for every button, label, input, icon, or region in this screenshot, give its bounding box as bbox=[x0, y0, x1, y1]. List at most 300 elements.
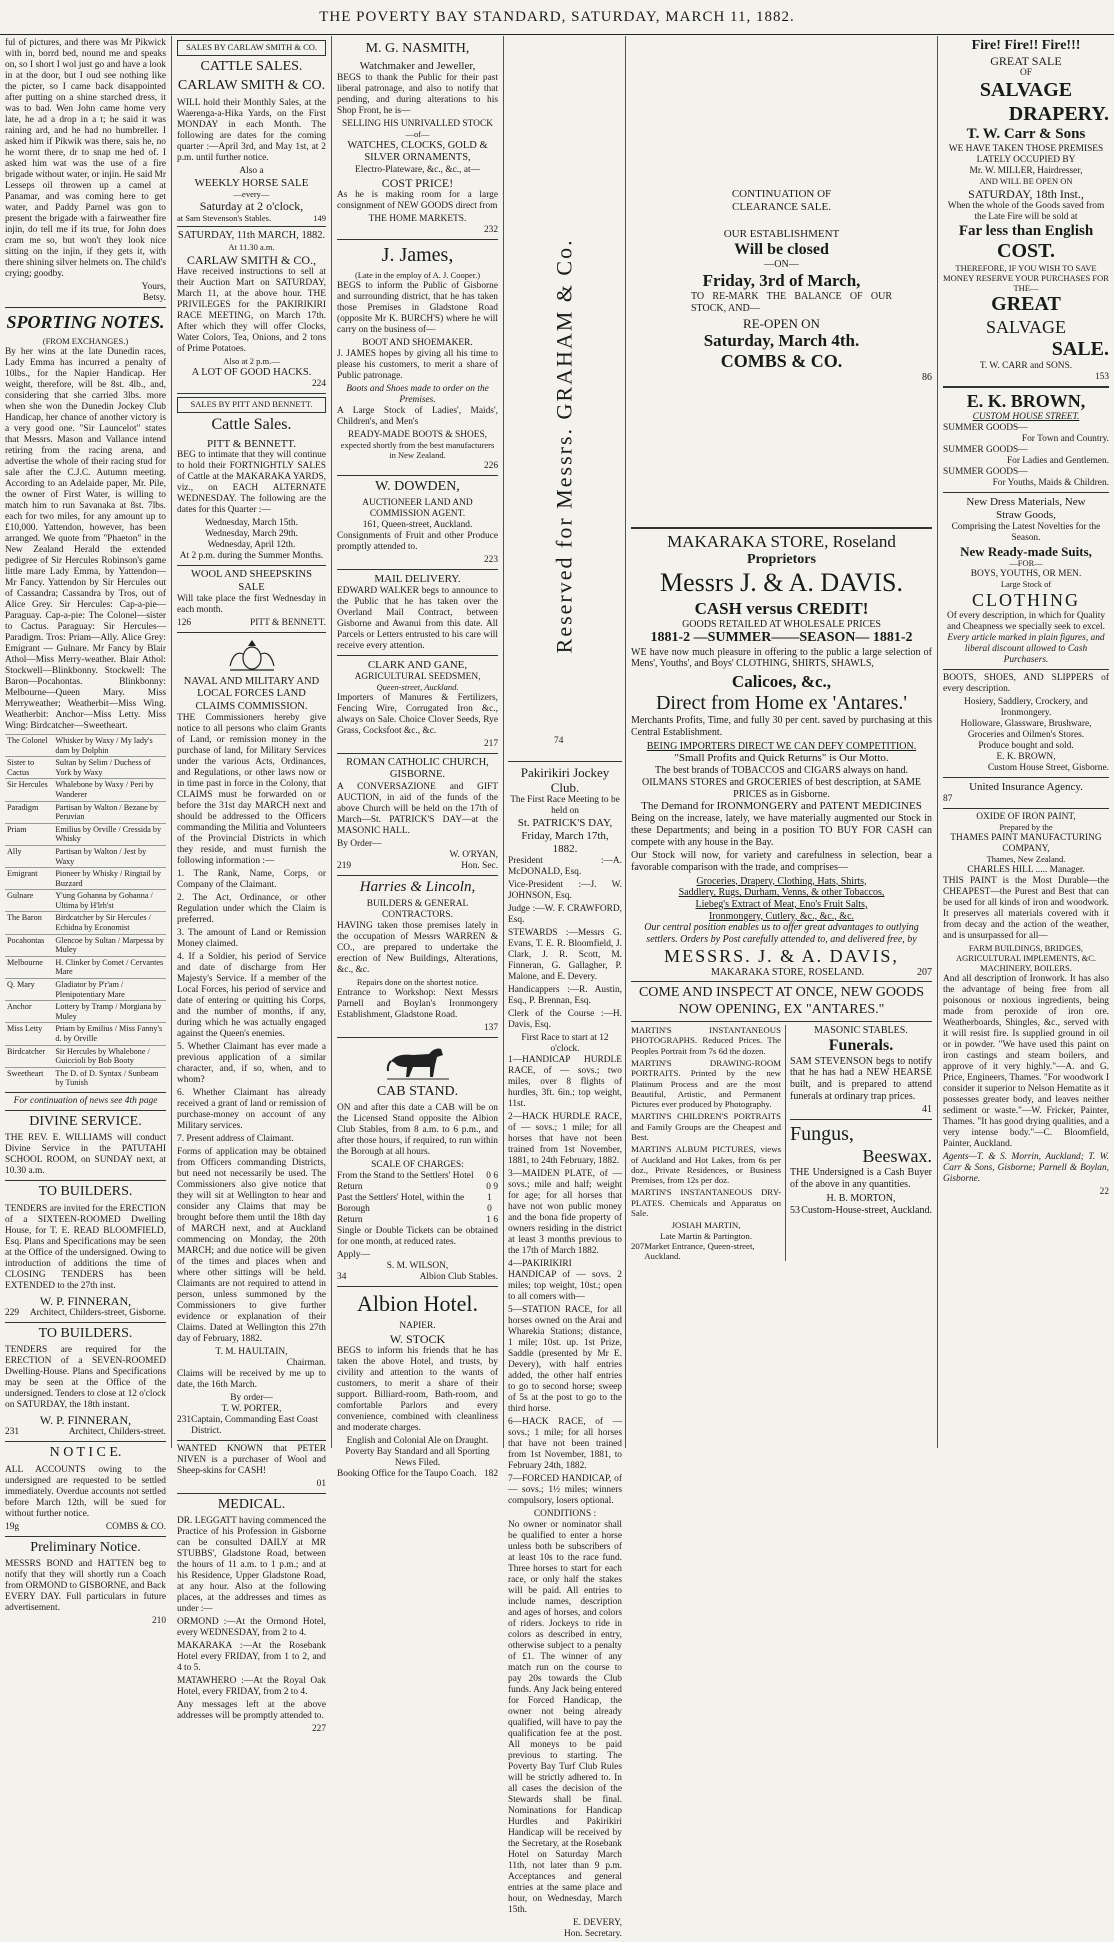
wool-title: WOOL AND SHEEPSKINS SALE bbox=[191, 569, 312, 593]
table-row: Emigrant Pioneer by Whisky / Ringtail by Buzzard bbox=[5, 868, 166, 890]
weekly-horse-sale: WEEKLY HORSE SALE bbox=[194, 176, 309, 189]
ready-made: New Ready-made Suits, bbox=[960, 544, 1092, 560]
apply-label: Apply— bbox=[337, 1250, 370, 1261]
makaraka2: MAKARAKA STORE, ROSELAND. bbox=[711, 966, 865, 978]
thames-company: THAMES PAINT MANUFACTURING COMPANY, bbox=[950, 832, 1102, 854]
boys-label: BOYS, YOUTHS, OR MEN. bbox=[970, 569, 1082, 580]
table-row: Gulnare Y'ung Gohanna by Gohanna / Ultima by H'lrh'st bbox=[5, 890, 166, 912]
poverty-note: Poverty Bay Standard and all Sporting News Filed. bbox=[345, 1447, 490, 1469]
naval-title: NAVAL AND MILITARY AND LOCAL FORCES LAND CLAIMS COMMISSION. bbox=[183, 676, 320, 712]
harries-sub: BUILDERS & GENERAL CONTRACTORS. bbox=[366, 899, 469, 921]
sporting-title: SPORTING NOTES. bbox=[6, 312, 165, 332]
list-item: 1—HANDICAP HURDLE RACE, of — sovs.; two miles, over 8 flights of hurdles, 3ft. 6in.; top weight, 11st. bbox=[508, 1054, 622, 1109]
ad-number: 231 bbox=[5, 1427, 20, 1438]
column-1 bbox=[0, 36, 172, 1626]
goods-label: GOODS RETAILED AT WHOLESALE PRICES bbox=[682, 618, 881, 630]
brown2-name: E. K. BROWN, bbox=[996, 752, 1056, 763]
list-item: MARTIN'S INSTANTANEOUS DRY-PLATES. Chemicals and Apparatus on Sale. bbox=[631, 1187, 781, 1218]
ad-number: 137 bbox=[483, 1023, 498, 1034]
table-row: Priam Emilius by Orville / Cressida by Whisky bbox=[5, 823, 166, 845]
list-item: SUMMER GOODS— For Youths, Maids & Children. bbox=[943, 467, 1109, 489]
fire-title: Fire! Fire!! Fire!!! bbox=[971, 38, 1081, 53]
builders2-sign: W. P. FINNERAN, bbox=[39, 1413, 132, 1428]
list-item: Wednesday, April 12th. bbox=[207, 540, 296, 551]
table-row: The Colonel Whisker by Waxy / My lady's dam by Dolphin bbox=[5, 734, 166, 756]
chairman-label: Chairman. bbox=[286, 1357, 326, 1368]
list-item: Groceries, Drapery, Clothing, Hats, Shirts, bbox=[696, 875, 867, 887]
davis-text: WE have now much pleasure in offering to the public a large selection of Mens', Youths', and Boys' CLOTHING, SHIRTS, SHAWLS, bbox=[631, 646, 932, 670]
demand-label: The Demand for IRONMONGERY and PATENT MEDICINES bbox=[641, 800, 922, 813]
for-label: —FOR— bbox=[1009, 558, 1043, 569]
saturday-label: Saturday at 2 o'clock, bbox=[199, 199, 304, 214]
ryan-sign: W. O'RYAN, bbox=[449, 849, 498, 860]
race-start: First Race to start at 12 o'clock. bbox=[521, 1032, 609, 1054]
wilson-sign: S. M. WILSON, bbox=[386, 1261, 449, 1272]
repairs-label: Repairs done on the shortest notice. bbox=[356, 977, 479, 988]
rc-text: A CONVERSAZIONE and GIFT AUCTION, in aid of the funds of the above Church will be held on the 17th of March—St. PATRICK'S DAY—at the MASONIC HALL. bbox=[337, 781, 498, 836]
list-item: 5. Whether Claimant has ever made a previous application of a similar character, and, if so, when, and to whom? bbox=[177, 1041, 326, 1085]
carlaw-name-2: CARLAW SMITH & CO., bbox=[186, 252, 317, 267]
every-article: Every article marked in plain figures, and liberal discount allowed to Cash Purchasers. bbox=[947, 633, 1105, 666]
cash-credit: CASH versus CREDIT! bbox=[694, 598, 869, 618]
clothing-label: CLOTHING bbox=[972, 590, 1080, 611]
miller-label: Mr. W. MILLER, Hairdresser, bbox=[969, 165, 1083, 176]
notice-sign: COMBS & CO. bbox=[105, 1521, 166, 1532]
comprising-text: Comprising the Latest Novelties for the Season. bbox=[951, 522, 1101, 544]
farm-label: FARM BUILDINGS, BRIDGES, AGRICULTURAL IMPLEMENTS, &C. MACHINERY, BOILERS. bbox=[955, 942, 1097, 973]
letter-sign: Betsy. bbox=[142, 293, 166, 303]
james-sub: (Late in the employ of A. J. Cooper.) bbox=[354, 270, 481, 281]
produce-text: Produce bought and sold. bbox=[978, 741, 1074, 752]
list-item: Return 1 6 bbox=[337, 1215, 498, 1226]
table-row: Ally Partisan by Walton / Jest by Waxy bbox=[5, 845, 166, 867]
on-label: —ON— bbox=[764, 259, 799, 271]
boots-text: BOOTS, SHOES, AND SLIPPERS of every description. bbox=[943, 673, 1109, 695]
list-item: MARTIN'S CHILDREN'S PORTRAITS and Family Groups are the Cheapest and Best. bbox=[631, 1111, 781, 1142]
list-item: President :—A. McDONALD, Esq. bbox=[508, 855, 622, 877]
list-item: Clerk of the Course :—H. Davis, Esq. bbox=[508, 1008, 622, 1030]
calicoes-label: Calicoes, &c., bbox=[731, 672, 832, 692]
list-item: 5—STATION RACE, for all horses owned on the Arai and Wharekia Stations; distance, 1 mile; 10st. up. 1st Prize, Saddle (presented by Mr E. Devery), with half entries added, the other half entries to go to second horse; sweep of 5s at the post to go to the third horse. bbox=[508, 1304, 622, 1414]
salvage-label: SALVAGE bbox=[979, 79, 1073, 102]
watches-label: WATCHES, CLOCKS, GOLD & SILVER ORNAMENTS, bbox=[347, 140, 488, 164]
mail-text: EDWARD WALKER begs to announce to the Public that he has taken over the Overland Mail Contract, between Gisborne and Awanui from this date. All Parcels or Letters entrusted to his care will receive every attention. bbox=[337, 586, 498, 652]
will-be-closed: Will be closed bbox=[734, 240, 829, 258]
ad-number: 223 bbox=[483, 555, 498, 566]
cattle2-title: Cattle Sales. bbox=[211, 415, 292, 433]
list-item: 4. If a Soldier, his period of Service and date of discharge from Her Majesty's Service. If a member of the Local Forces, his period of service and date of entering or quitting his Corps, and the number of months, if any, during which he was actually engaged against the Queen's enemies. bbox=[177, 951, 326, 1039]
straw-goods: Straw Goods, bbox=[996, 509, 1056, 522]
josiah-sub: Late Martin & Partington. bbox=[660, 1230, 752, 1241]
masonic-text: SAM STEVENSON begs to notify that he has had a NEW HEARSE built, and is prepared to attend funerals at ordinary trap prices. bbox=[790, 1055, 932, 1102]
readymade-label: READY-MADE BOOTS & SHOES, bbox=[347, 430, 488, 441]
salvage2-label: SALVAGE bbox=[985, 316, 1067, 337]
table-row: Pocahontas Glencoe by Sultan / Marpessa by Muley bbox=[5, 934, 166, 956]
ad-number: 226 bbox=[483, 460, 498, 471]
list-item: 2. The Act, Ordinance, or other Regulation under which the Claim is preferred. bbox=[177, 892, 326, 925]
table-row: Melbourne H. Clinker by Comet / Cervantes Mare bbox=[5, 956, 166, 978]
medical-text: DR. LEGGATT having commenced the Practice of his Profession in Gisborne can be consulted DAILY at MR STUBBS', Gladstone Road, between the hours of 11 a.m. to 1 p.m.; and at his Residence, Upper Gladstone Road, at any hour. Also at the following places, at the addresses and times as under :— bbox=[177, 1516, 327, 1615]
oilmans-label: OILMANS STORES and GROCERIES of best description, at SAME PRICES as in Gisborne. bbox=[642, 776, 921, 800]
open-label: AND WILL BE OPEN ON bbox=[979, 175, 1073, 186]
ad-number: 19g bbox=[5, 1521, 20, 1532]
saturday-date: Saturday, March 4th. bbox=[703, 331, 860, 351]
table-row: Paradigm Partisan by Walton / Bezane by Peruvian bbox=[5, 801, 166, 823]
every-label: —every— bbox=[233, 188, 270, 199]
boots-order: Boots and Shoes made to order on the Premises. bbox=[346, 384, 489, 406]
makaraka-title: MAKARAKA STORE, Roseland bbox=[667, 532, 896, 552]
sporting-text: By her wins at the late Dunedin races, Lady Emma has incurred a penalty of 10lbs., for the Napier Handicap. Her weight, therefore, will be 8st. 4lb., and, considering that she carried 3lbs. more when she won the Dunedin Jockey Club Handicap, her chance of another victory is a very good one. "Sir Launcelot" states that Messrs. Mason and Vallance intend retiring from the racing arena, and advertise the whole of their racing stud for sale after the C.J.C. Autumn meeting. According to an Adelaide paper, Mr. Pile, the owner of First Water, is willing to match him to run Savanaka at 8st. 7lbs. each for two miles, for any amount up to £10,000. Yattendon, however, has been arranged. We quote from "Phaeton" in the New Zealand Herald the extended pedigree of Sir Hercules Robinson's game little mare Lady Emma, by Yattendon—Mr Fancy. Yattendon by Sir Hercules out of Cassandra; Cassandra by Tros, out of Alice Grey. Sir Hercules: Cap-a-pie—Paraguay. Cap-a-pie: The Colonel—sister to Cactus. Paraguay: Sir Hercules—Paradigm. Tros: Priam—Ally. Alice Grey: Emigrant — Gulnare. Mr Fancy by Blair Athol—Miss Merry-weather. Blair Athol: Stockwell—Blinkbonny. Stockwell: The Baron—Pocahontas. Blinkbonny: Melbourne—Queen Mary. Miss Merryweather; Weatherbit—Miss Wing. Weatherbit: Anchor—Miss Letty. Miss Wing: Birdcatcher—Sweetheart. bbox=[5, 346, 166, 731]
far-less: Far less than English bbox=[958, 222, 1094, 239]
thames-nz: Thames, New Zealand. bbox=[986, 853, 1066, 864]
ad-number: 207 bbox=[631, 1240, 645, 1251]
column-4 bbox=[504, 36, 626, 1939]
dowden-text: Consignments of Fruit and other Produce promptly attended to. bbox=[337, 531, 498, 553]
expected-label: expected shortly from the best manufacturers in New Zealand. bbox=[340, 440, 495, 461]
royal-arms-icon bbox=[222, 636, 282, 674]
sporting-sub: (FROM EXCHANGES.) bbox=[42, 336, 129, 347]
carlaw-name: CARLAW SMITH & CO. bbox=[177, 78, 326, 94]
list-item: MATAWHERO :—At the Royal Oak Hotel, every FRIDAY, from 2 to 4. bbox=[177, 1676, 326, 1698]
list-item: MARTIN'S ALBUM PICTURES, views of Auckland and Hot Lakes, from 6s per doz., Private Residences, or Business Premises, from 12s per doz. bbox=[631, 1144, 781, 1186]
ad-number: 227 bbox=[311, 1724, 326, 1735]
list-item: 4—PAKIRIKIRI HANDICAP of — sovs. 2 miles; top weight, 10st.; open to all comers with— bbox=[508, 1258, 622, 1302]
table-row: Anchor Lottery by Tramp / Morgiana by Muley bbox=[5, 1001, 166, 1023]
central-text: Our central position enables us to offer great advantages to outlying settlers. Orders by Post carefully attended to, and delivered free, by bbox=[644, 922, 919, 945]
carr-text: WE HAVE TAKEN THOSE PREMISES LATELY OCCUPIED BY bbox=[948, 143, 1104, 165]
beeswax-label: Beeswax. bbox=[862, 1146, 932, 1167]
builders2-sign2: Architect, Childers-street. bbox=[68, 1427, 166, 1438]
clark-sub: AGRICULTURAL SEEDSMEN, bbox=[354, 672, 481, 683]
list-item: MAKARAKA :—At the Rosebank Hotel every FRIDAY, from 1 to 2, and 4 to 5. bbox=[177, 1641, 326, 1674]
list-item: Liebeg's Extract of Meat, Eno's Fruit Salts, bbox=[695, 898, 868, 910]
harries-text: HAVING taken those premises lately in the occupation of Messrs WARREN & CO., are prepared to undertake the erection of New Buildings, Alterations, &c., &c. bbox=[337, 921, 498, 976]
paint-text: THIS PAINT is the Most Durable—the CHEAPEST—the Purest and Best that can be used for all kinds of iron and woodwork. It preserves all materials covered with it from decay and the action of the weather, and is unsurpassed for all— bbox=[943, 875, 1109, 941]
james-name: J. James, bbox=[381, 243, 454, 266]
table-row: Q. Mary Gladiator by P'r'am / Plenipotentiary Mare bbox=[5, 979, 166, 1001]
masthead: THE POVERTY BAY STANDARD, SATURDAY, MARCH 11, 1882. bbox=[0, 0, 1114, 35]
list-item: 6. Whether Claimant has already received a grant of land or remission of purchase-money on account of any Military services. bbox=[177, 1087, 326, 1131]
large-stock: Large Stock of bbox=[1000, 579, 1052, 590]
entrance-text: Entrance to Workshop: Next Messrs Parnell and Boylan's Ironmongery Establishment, Gladstone Road. bbox=[337, 988, 498, 1021]
ad-number: 22 bbox=[1099, 1186, 1109, 1197]
naval-text: THE Commissioners hereby give notice to all persons who claim Grants of Land, or remission money in the purchase of land, for Military Services under the various Acts, Ordinances, and Regulations, or other laws now or in time past in force in the Colony, that CLAIMS must be forwarded on or before the 31st day MARCH next and should be addressed to the Officers commanding the Militia and Volunteers of the Provincial Districts in which they reside, and must furnish the following information :— bbox=[177, 712, 326, 866]
ad-number: 74 bbox=[554, 736, 564, 746]
josiah-name: JOSIAH MARTIN, bbox=[671, 1220, 741, 1231]
list-item: 6—HACK RACE, of — sovs.; 1 mile; for all horses that have not been trained from 1st November, 1881, to February 24th, 1882. bbox=[508, 1416, 622, 1471]
great-label: GREAT bbox=[991, 293, 1061, 316]
builders1-sign: W. P. FINNERAN, bbox=[39, 1293, 132, 1308]
stock-text: Our Stock will now, for variety and carefulness in selection, bear a favorable comparison with the trade, and comprises— bbox=[631, 850, 932, 873]
pakiri-title: Pakirikiri Jockey Club. bbox=[520, 765, 610, 796]
nasmith-text2: As he is making room for a large consignment of NEW GOODS direct from bbox=[337, 189, 498, 211]
pedigree-table bbox=[5, 734, 166, 1089]
ad-number: 41 bbox=[922, 1104, 932, 1116]
sale-label: SALE. bbox=[1051, 337, 1109, 360]
ad-number: 207 bbox=[917, 966, 932, 978]
ad-number: 86 bbox=[922, 372, 932, 384]
ad-number: 87 bbox=[943, 794, 953, 805]
hosiery-text: Hosiery, Saddlery, Crockery, and Ironmongery. bbox=[964, 697, 1088, 719]
ad-number: 232 bbox=[483, 224, 498, 235]
prepared-label: Prepared by the bbox=[999, 822, 1053, 833]
wanted-text: WANTED KNOWN that PETER NIVEN is a purchaser of Wool and Sheep-skins for CASH! bbox=[177, 1443, 326, 1476]
scale-title: SCALE OF CHARGES: bbox=[371, 1160, 464, 1171]
stables-label: at Sam Stevenson's Stables. bbox=[177, 212, 272, 223]
list-item: Past the Settlers' Hotel, within the Borough 1 0 bbox=[337, 1193, 492, 1215]
english-ale: English and Colonial Ale on Draught. bbox=[346, 1436, 489, 1447]
demand-text: Being on the increase, lately, we have materially augmented our Stock in these Departments; and being in a position TO BUY FOR CASH can compete with any house in the Bay. bbox=[631, 813, 932, 848]
nasmith-text: BEGS to thank the Public for their past liberal patronage, and also to notify that pending, and during alterations to his Shop Front, he is— bbox=[337, 73, 498, 117]
josiah-addr: Market Entrance, Queen-street, Auckland. bbox=[644, 1240, 755, 1262]
list-item: Handicappers :—R. Austin, Esq., P. Brennan, Esq. bbox=[508, 984, 622, 1006]
sale-time: At 11.30 a.m. bbox=[228, 241, 275, 252]
ad-number: 34 bbox=[337, 1272, 347, 1283]
davis2-name: MESSRS. J. & A. DAVIS, bbox=[664, 945, 899, 966]
builders1-sign2: Architect, Childers-street, Gisborne. bbox=[29, 1307, 166, 1318]
ad-number: 149 bbox=[313, 212, 326, 223]
clark-name: CLARK AND GANE, bbox=[367, 659, 468, 672]
therefore-text: THEREFORE, IF YOU WISH TO SAVE MONEY RESERVE YOUR PURCHASES FOR THE— bbox=[943, 262, 1109, 293]
table-row: Birdcatcher Sir Hercules by Whalebone / Guiccioli by Bob Booty bbox=[5, 1045, 166, 1067]
saturday-label: SATURDAY, 18th Inst., bbox=[968, 186, 1084, 201]
being-label: BEING IMPORTERS DIRECT WE CAN DEFY COMPETITION. bbox=[646, 740, 917, 752]
cab-title: CAB STAND. bbox=[376, 1084, 459, 1100]
paint-text2: And all description of Ironwork. It has also the advantage of being free from all poisonous or noxious ingredients, being made from peroxide of iron ore. Weatherboards, Shingles, &c., served with it will resist fire. Is supplied ground in oil or in powder. "We have used this paint on iron castings and steam boilers, and approve of it very highly."—A. and G. Price, Engineers, Thames. "For woodwork I consider it superior to Nelson Hematite as it possesses greater body, and leaves neither sediment or waste."—W. Fricker, Painter, Thames. "It has good drying qualities, and a very intense body."—C. Bloomfield, Painter, Auckland. bbox=[943, 973, 1109, 1149]
list-item: From the Stand to the Settlers' Hotel 0 6 bbox=[337, 1171, 498, 1182]
mail-title: MAIL DELIVERY. bbox=[374, 573, 461, 586]
notice-text: ALL ACCOUNTS owing to the undersigned are requested to be settled immediately. Overdue accounts not settled before March 12th, will be sued for without further notice. bbox=[5, 1464, 166, 1519]
electro-label: Electro-Plateware, &c., &c., at— bbox=[355, 164, 480, 175]
our-estab: OUR ESTABLISHMENT bbox=[723, 227, 840, 240]
holloware-text: Holloware, Glassware, Brushware, Groceries and Oilmen's Stores. bbox=[960, 719, 1092, 741]
dowden-sub: AUCTIONEER LAND AND COMMISSION AGENT. bbox=[362, 498, 473, 520]
list-item: Return 0 9 bbox=[337, 1182, 498, 1193]
horse-icon bbox=[383, 1041, 453, 1081]
customs-label: CUSTOM HOUSE STREET. bbox=[972, 412, 1080, 423]
list-item: Judge :—W. F. CRAWFORD, Esq. bbox=[508, 903, 622, 925]
first-race: The First Race Meeting to be held on bbox=[510, 795, 620, 817]
medical-title: MEDICAL. bbox=[217, 1496, 286, 1512]
fungus-label: Fungus, bbox=[790, 1123, 854, 1146]
nasmith-name: M. G. NASMITH, bbox=[365, 41, 470, 56]
captain-label: Captain, Commanding East Coast District. bbox=[191, 1414, 319, 1436]
ad-number: 217 bbox=[483, 739, 498, 749]
wool-sign: PITT & BENNETT. bbox=[250, 618, 326, 628]
table-row: Sir Hercules Whalebone by Waxy / Peri by Wanderer bbox=[5, 779, 166, 801]
wool-text: Will take place the first Wednesday in each month. bbox=[177, 594, 326, 615]
cost-price: COST PRICE! bbox=[381, 175, 454, 190]
list-item: ORMOND :—At the Ormond Hotel, every WEDNESDAY, from 2 to 4. bbox=[177, 1617, 326, 1639]
table-row: The Baron Birdcatcher by Sir Hercules / Echidna by Economist bbox=[5, 912, 166, 934]
brown2-addr: Custom House Street, Gisborne. bbox=[987, 763, 1109, 774]
list-item: Wednesday, March 29th. bbox=[205, 529, 298, 540]
new-dress: New Dress Materials, New bbox=[966, 496, 1086, 509]
list-item: SUMMER GOODS— For Ladies and Gentlemen. bbox=[943, 445, 1109, 467]
selling-label: SELLING HIS UNRIVALLED STOCK bbox=[342, 119, 493, 130]
of-label: —of— bbox=[405, 129, 430, 140]
list-item: Ironmongery, Cutlery, &c., &c., &c. bbox=[708, 910, 855, 922]
cab-text2: Single or Double Tickets can be obtained for one month, at reduced rates. bbox=[337, 1226, 498, 1248]
race-date: Friday, March 17th, 1882. bbox=[521, 830, 609, 856]
ad-number: 182 bbox=[483, 1469, 498, 1480]
ad-number: 210 bbox=[151, 1615, 166, 1626]
list-item: Wednesday, March 15th. bbox=[205, 518, 298, 529]
devery-sign: E. DEVERY, bbox=[572, 1917, 622, 1928]
brands-label: The best brands of TOBACCOS and CIGARS always on hand. bbox=[655, 765, 908, 777]
ad-number: 229 bbox=[5, 1307, 20, 1318]
divine-text: THE REV. E. WILLIAMS will conduct Divine Service in the PATUTAHI SCHOOL ROOM, on SUNDAY next, at 10.30 a.m. bbox=[5, 1133, 166, 1177]
list-item: 3. The amount of Land or Remission Money claimed. bbox=[177, 927, 326, 949]
oxide-title: OXIDE OF IRON PAINT, bbox=[976, 812, 1076, 823]
when-text: When the whole of the Goods saved from the Late Fire will be sold at bbox=[947, 200, 1105, 222]
motto-label: "Small Profits and Quick Returns" is Our Motto. bbox=[674, 752, 889, 765]
claims-note: Claims will be received by me up to date, the 16th March. bbox=[177, 1368, 326, 1390]
list-item: 3—MAIDEN PLATE, of — sovs.; mile and half; weight for age; for all horses that have not won public money and the bona fide property of owners residing in the district at least 3 months previous to the 17th of March 1882. bbox=[508, 1168, 622, 1256]
notice-title: N O T I C E. bbox=[49, 1445, 122, 1461]
sale-date: SATURDAY, 11th MARCH, 1882. bbox=[177, 230, 326, 242]
list-item: 7—FORCED HANDICAP, of — sovs.; 1½ miles; winners compulsory, losers optional. bbox=[508, 1473, 622, 1506]
porter-sign: T. W. PORTER, bbox=[221, 1403, 282, 1414]
cab-text: ON and after this date a CAB will be on the Licensed Stand opposite the Albion Club Stables, from 8 a.m. to 6 p.m., and after those hours, if required, to run within the Borough at all hours. bbox=[337, 1103, 498, 1158]
booking-note: Booking Office for the Taupo Coach. bbox=[337, 1469, 477, 1480]
list-item: 2—HACK HURDLE RACE, of — sovs.; 1 mile; for all horses that have not been trained from 1st November, 1881, to 24th February, 1882. bbox=[508, 1111, 622, 1166]
carlaw2-text: Have received instructions to sell at their Auction Mart on SATURDAY, March 11, at the above hour. THE PRIVILEGES for the PAKIRIKIRI RACE MEETING, on March 17th. After which they will offer Clocks, Water Colors, Tea, Onions, and 2 tons of Prime Potatoes. bbox=[177, 266, 326, 354]
james-text2: J. JAMES hopes by giving all his time to please his customers, to merit a share of Public patronage. bbox=[337, 349, 498, 382]
harries-name: Harries & Lincoln, bbox=[359, 878, 476, 895]
list-item: SUMMER GOODS— For Town and Country. bbox=[943, 423, 1109, 445]
nasmith-sub: Watchmaker and Jeweller, bbox=[359, 60, 476, 73]
carr2-name: T. W. CARR and SONS. bbox=[979, 361, 1073, 372]
hill-manager: CHARLES HILL ..... Manager. bbox=[967, 864, 1085, 875]
agents-text: Agents—T. & S. Morrin, Auckland; T. W. Carr & Sons, Gisborne; Parnell & Boylan, Gisborne. bbox=[943, 1151, 1109, 1184]
list-item: Saddlery, Rugs, Durham, Venns, & other Tobaccos, bbox=[678, 887, 885, 899]
by-order: By order— bbox=[230, 1392, 273, 1403]
table-row: Sister to Cactus Sultan by Selim / Duchess of York by Waxy bbox=[5, 757, 166, 779]
haultain-sign: T. M. HAULTAIN, bbox=[215, 1346, 288, 1357]
clearance-label: CLEARANCE SALE. bbox=[732, 200, 831, 213]
table-row: Sweetheart The D. of D. Syntax / Sunbeam by Tunish bbox=[5, 1067, 166, 1089]
column-3 bbox=[332, 36, 504, 1480]
great-sale: GREAT SALE bbox=[990, 54, 1062, 69]
cattle-title: CATTLE SALES. bbox=[200, 58, 303, 74]
come-inspect: COME AND INSPECT AT ONCE, NEW GOODS NOW OPENING, EX "ANTARES." bbox=[638, 985, 925, 1017]
clark-addr: Queen-street, Auckland. bbox=[376, 682, 459, 693]
cost-label: COST. bbox=[997, 240, 1055, 263]
divine-title: DIVINE SERVICE. bbox=[29, 1113, 142, 1129]
direct-label: Direct from Home ex 'Antares.' bbox=[655, 691, 907, 714]
stock-text: BEGS to inform his friends that he has taken the above Hotel, and trusts, by civility and attention to the wants of customers, to merit a share of their support. Billiard-room, Bath-room, and comfortable Parlors and every convenience, combined with cleanliness and moderate charges. bbox=[337, 1346, 498, 1434]
ad-number: 126 bbox=[177, 618, 192, 628]
naval-text2: Forms of application may be obtained from Officers commanding Districts, but need not necessarily be used. The Commissioners also give notice that they will sit at Wellington to hear and consider any Claims that may be brought before them until the 18th day of MARCH next, and at Auckland commencing on Monday, the 20th MARCH; and due notice will be given of the times and places when and where other sittings will be held. Claimants are not required to attend in person, unless summoned by the Commissioners to give further evidence or explanation of their Claims. Dated at Wellington this 27th day of February, 1882. bbox=[177, 1146, 326, 1344]
hon-secretary: Hon. Secretary. bbox=[564, 1928, 622, 1939]
ad-number: 53 bbox=[790, 1204, 800, 1216]
drapery-label: DRAPERY. bbox=[1008, 102, 1109, 125]
pm-note: At 2 p.m. during the Summer Months. bbox=[179, 551, 324, 562]
prelim-title: Preliminary Notice. bbox=[30, 1539, 141, 1555]
column-6 bbox=[938, 36, 1114, 1448]
united-label: United Insurance Agency. bbox=[969, 781, 1083, 794]
funerals-label: Funerals. bbox=[828, 1036, 894, 1054]
column-2 bbox=[172, 36, 332, 1735]
combs-name: COMBS & CO. bbox=[720, 351, 843, 372]
ad-number: 01 bbox=[316, 1478, 326, 1489]
albion-title: Albion Hotel. bbox=[357, 1291, 478, 1317]
james-text3: A Large Stock of Ladies', Maids', Children's, and Men's bbox=[337, 406, 498, 428]
reserved-vertical bbox=[524, 166, 604, 726]
reopen-label: RE-OPEN ON bbox=[743, 316, 820, 332]
merchants-text: Merchants Profits, Time, and fully 30 per cent. saved by purchasing at this Central Establishment. bbox=[631, 715, 932, 738]
rc-title: ROMAN CATHOLIC CHURCH, GISBORNE. bbox=[346, 757, 489, 781]
remark-text: TO RE-MARK THE BALANCE OF OUR STOCK, AND— bbox=[691, 290, 892, 314]
hacks-label: A LOT OF GOOD HACKS. bbox=[191, 366, 312, 378]
pitt-label: SALES BY PITT AND BENNETT. bbox=[177, 397, 326, 413]
by-order: By Order— bbox=[337, 838, 382, 849]
list-item: 1. The Rank, Name, Corps, or Company of the Claimant. bbox=[177, 868, 326, 890]
pitt-text: BEG to intimate that they will continue to hold their FORTNIGHTLY SALES of Cattle at the MAKARAKA YARDS, viz., on EACH ALTERNATE WEDNESDAY. The following are the dates for this Quarter :— bbox=[177, 450, 326, 516]
james-text: BEGS to inform the Public of Gisborne and surrounding district, that he has taken those Premises in Gladstone Road (opposite Mr K. BURCH'S) where he will carry on the business of— bbox=[337, 281, 498, 336]
ad-number: 231 bbox=[177, 1414, 192, 1425]
list-item: 7. Present address of Claimant. bbox=[177, 1133, 294, 1144]
masonic-title: MASONIC STABLES. bbox=[814, 1025, 908, 1037]
ad-number: 219 bbox=[337, 860, 352, 871]
stock-name: W. STOCK bbox=[389, 1332, 446, 1347]
continuation-note: For continuation of news see 4th page bbox=[13, 1095, 158, 1106]
carlaw-label: SALES BY CARLAW SMITH & CO. bbox=[177, 40, 326, 56]
of-label: OF bbox=[1020, 68, 1032, 79]
morton-text: THE Undersigned is a Cash Buyer of the above in any quantities. bbox=[790, 1167, 932, 1191]
home-markets: THE HOME MARKETS. bbox=[368, 213, 467, 224]
list-item: Vice-President :—J. W. JOHNSON, Esq. bbox=[508, 879, 622, 901]
davis-name: Messrs J. & A. DAVIS. bbox=[660, 568, 903, 598]
list-item: MARTIN'S INSTANTANEOUS PHOTOGRAPHS. Reduced Prices. The Peoples Portrait from 7s 6d the dozen. bbox=[631, 1025, 781, 1056]
list-item: MARTIN'S DRAWING-ROOM PORTRAITS. Printed by the new Platinum Process and are the most Beautiful, Artistic, and Permanent Pictures ever produced by Photography. bbox=[631, 1058, 781, 1110]
builders1-title: TO BUILDERS. bbox=[38, 1184, 133, 1200]
builders1-text: TENDERS are invited for the ERECTION of a SIXTEEN-ROOMED Dwelling House, for T. E. READ BLOOMFIELD, Esq. Plans and Specifications may be seen at the Office of the undersigned. Owing to introduction of additions the time of CLOSING TENDERS has been EXTENDED to the 27th inst. bbox=[5, 1203, 166, 1291]
season-label: 1881-2 —SUMMER——SEASON— 1881-2 bbox=[650, 630, 913, 646]
friday-date: Friday, 3rd of March, bbox=[702, 270, 861, 290]
also-label: Also a bbox=[239, 165, 264, 176]
ad-number: 153 bbox=[1094, 372, 1109, 383]
list-item: STEWARDS :—Messrs G. Evans, T. E. R. Bloomfield, J. Clark, J. R. Scott, M. Finneran, G. Gallagher, P. Malone, and E. Devery. bbox=[508, 927, 622, 982]
letter-yours: Yours, bbox=[141, 282, 166, 292]
brown-name: E. K. BROWN, bbox=[966, 391, 1086, 412]
carlaw-text: WILL hold their Monthly Sales, at the Waerenga-a-Hika Yards, on the First MONDAY in each Month. The following are dates for the coming quarter :—April 3rd, and May 1st, at 2 p.m. until further notice. bbox=[177, 97, 326, 163]
builders2-text: TENDERS are required for the ERECTION of a SEVEN-ROOMED Dwelling-House. Plans and Specifications may be seen at the Office of the undersigned. Tenders to close at 12 o'clock on SATURDAY, the 18th instant. bbox=[5, 1345, 166, 1411]
proprietors-label: Proprietors bbox=[747, 551, 816, 567]
morton-name: H. B. MORTON, bbox=[826, 1192, 896, 1204]
conditions-text: No owner or nominator shall be qualified to enter a horse unless both be subscribers of at least 10s to the race fund. Three horses to start for each race, or only half the stakes will be paid. All entries to include names, description and ages of horses, and colors of riders. Jockeys to ride in colors as described in entry, otherwise subject to a penalty of £1. The winner of any match run on the course to pay 20s towards the Club funds. Any Jack being entered for Forced Handicap, the owner not being already qualified, will have to pay the qualification fee at the post. All moneys to be paid previous to starting. The Poverty Bay Turf Club Rules will be strictly adhered to. In all cases the decision of the Stewards shall be final. Nominations for Handicap Hurdles and Pakirikiri Handicap will be received by the Secretary, at the Rosebank Hotel on Saturday March 11th, not later than 9 p.m. Acceptances and general entries at the same place and hour, on Wednesday, March 15th. bbox=[508, 1519, 622, 1915]
st-patrick: St. PATRICK'S DAY, bbox=[517, 817, 613, 830]
column-5 bbox=[626, 36, 938, 1448]
boot-label: BOOT AND SHOEMAKER. bbox=[362, 338, 473, 349]
morton-addr: Custom-House-street, Auckland. bbox=[801, 1204, 932, 1216]
dowden-addr: 161, Queen-street, Auckland. bbox=[362, 520, 473, 531]
dowden-name: W. DOWDEN, bbox=[375, 478, 460, 494]
carr-name: T. W. Carr & Sons bbox=[966, 126, 1086, 143]
clark-text: Importers of Manures & Fertilizers, Fencing Wire, Corrugated Iron &c., always on Sale. Choice Clover Seeds, Rye Grass, Cocksfoot &c., &c. bbox=[337, 693, 498, 736]
napier-label: NAPIER. bbox=[399, 1321, 436, 1332]
albion-stables: Albion Club Stables. bbox=[419, 1272, 498, 1283]
table-row: Miss Letty Priam by Emilius / Miss Fanny's d. by Orville bbox=[5, 1023, 166, 1045]
hon-sec: Hon. Sec. bbox=[461, 860, 498, 871]
also2-label: Also at 2 p.m.— bbox=[223, 355, 280, 366]
continuation-label: CONTINUATION OF bbox=[731, 188, 832, 200]
reserved-text: Reserved for Messrs. GRAHAM & Co. bbox=[551, 238, 577, 654]
ad-number: 224 bbox=[311, 378, 326, 389]
conditions-title: CONDITIONS : bbox=[533, 1508, 597, 1519]
builders2-title: TO BUILDERS. bbox=[38, 1325, 133, 1341]
